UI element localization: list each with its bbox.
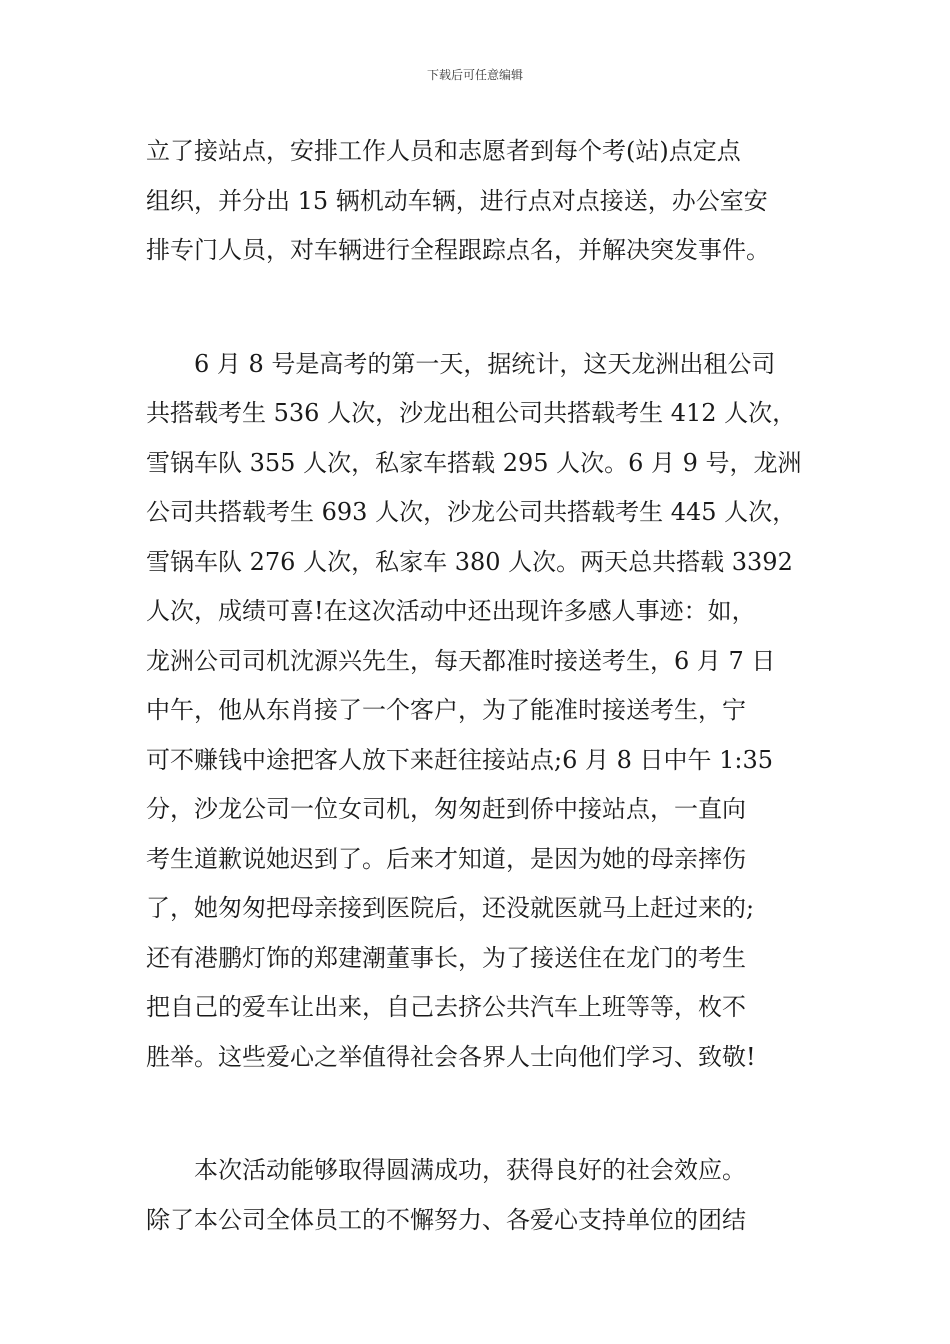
text-line: 本次活动能够取得圆满成功，获得良好的社会效应。 — [146, 1156, 746, 1184]
text-line: 排专门人员，对车辆进行全程跟踪点名，并解决突发事件。 — [146, 236, 770, 264]
text-line: 雪锅车队 276 人次，私家车 380 人次。两天总共搭载 3392 — [146, 547, 793, 576]
text-line: 龙洲公司司机沈源兴先生，每天都准时接送考生，6 月 7 日 — [146, 646, 776, 675]
text-line: 公司共搭载考生 693 人次，沙龙公司共搭载考生 445 人次， — [146, 498, 797, 526]
text-line: 组织，并分出 15 辆机动车辆，进行点对点接送，办公室安 — [146, 186, 768, 215]
text-line: 雪锅车队 355 人次，私家车搭载 295 人次。6 月 9 号，龙洲 — [146, 448, 802, 477]
text-line: 了，她匆匆把母亲接到医院后，还没就医就马上赶过来的; — [146, 894, 755, 922]
paragraph — [146, 127, 811, 276]
paragraph-gap — [146, 276, 811, 340]
page-header: 下载后可任意编辑 — [426, 68, 523, 82]
paragraph — [146, 1146, 811, 1245]
text-line: 共搭载考生 536 人次，沙龙出租公司共搭载考生 412 人次， — [146, 399, 797, 427]
paragraph — [146, 340, 811, 1083]
text-line: 还有港鹏灯饰的郑建潮董事长，为了接送住在龙门的考生 — [146, 943, 746, 972]
text-line: 考生道歉说她迟到了。后来才知道，是因为她的母亲摔伤 — [146, 844, 746, 873]
text-line: 中午，他从东肖接了一个客户，为了能准时接送考生，宁 — [146, 696, 746, 724]
text-line: 除了本公司全体员工的不懈努力、各爱心支持单位的团结 — [146, 1205, 746, 1234]
text-line: 分，沙龙公司一位女司机，匆匆赶到侨中接站点，一直向 — [146, 795, 746, 823]
text-line: 人次，成绩可喜!在这次活动中还出现许多感人事迹：如， — [146, 597, 756, 625]
text-line: 可不赚钱中途把客人放下来赶往接站点;6 月 8 日中午 1:35 — [146, 745, 774, 774]
text-line: 立了接站点，安排工作人员和志愿者到每个考(站)点定点 — [146, 137, 741, 165]
document-body — [146, 127, 811, 1245]
text-line: 胜举。这些爱心之举值得社会各界人士向他们学习、致敬! — [146, 1042, 756, 1071]
text-line: 把自己的爱车让出来，自己去挤公共汽车上班等等，枚不 — [146, 993, 746, 1021]
text-line: 6 月 8 号是高考的第一天，据统计，这天龙洲出租公司 — [146, 349, 776, 378]
paragraph-gap — [146, 1082, 811, 1146]
